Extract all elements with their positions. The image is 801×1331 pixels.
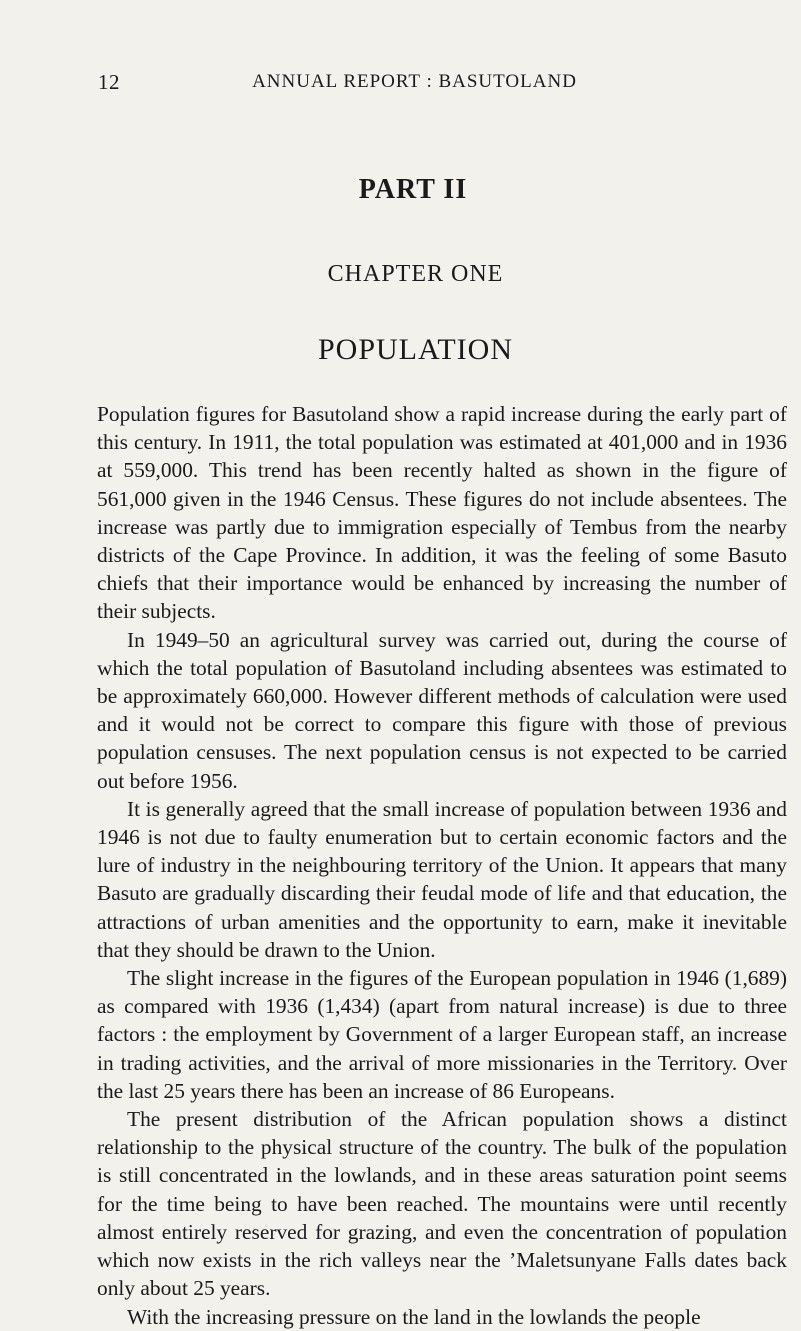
page-number: 12 (98, 70, 120, 94)
paragraph: In 1949–50 an agricultural survey was carried out, during the course of which the total population of Basutoland including absentees was estimated to be approximately 660,000. However different methods of calculation were used and it would not be correct to compare this figure with those of previous population censuses. The next population census is not expected to be carried out before 1956. (97, 627, 787, 793)
running-header-title: ANNUAL REPORT : BASUTOLAND (252, 71, 577, 92)
paragraph: The present distribution of the African population shows a distinct relationship to the physical structure of the country. The bulk of the population is still concentrated in the lowlands, and in these areas saturation point seems for the time being to have been reached. The mountains were until recently almost entirely reserved for grazing, and even the concentration of population which now exists in the rich valleys near the ’Maletsunyane Falls dates back only about 25 years. (97, 1107, 787, 1301)
chapter-title: CHAPTER ONE (327, 261, 504, 287)
paragraph: It is generally agreed that the small increase of population between 1936 and 1946 is not due to faulty enumeration but to certain economic factors and the lure of industry in the neighbouring territory of the Union. It appears that many Basuto are gradually discarding their feudal mode of life and that education, the attractions of urban amenities and the opportunity to earn, make it inevitable that they should be drawn to the Union. (97, 796, 787, 962)
part-title: PART II (358, 174, 468, 205)
section-title: POPULATION (317, 333, 513, 366)
paragraph: Population figures for Basutoland show a rapid increase during the early part of this century. In 1911, the total population was estimated at 401,000 and in 1936 at 559,000. This trend has been recently halted as shown in the figure of 561,000 given in the 1946 Census. These figures do not include absentees. The increase was partly due to immigration especially of Tembus from the nearby districts of the Cape Province. In addition, it was the feeling of some Basuto chiefs that their importance would be enhanced by increasing the number of their subjects. (97, 402, 787, 624)
paragraph: The slight increase in the figures of the European population in 1946 (1,689) as compared with 1936 (1,434) (apart from natural increase) is due to three factors : the employment by Government of a larger European staff, an increase in trading activities, and the arrival of more missionaries in the Territory. Over the last 25 years there has been an increase of 86 Europeans. (97, 966, 787, 1103)
running-header (0, 70, 801, 100)
paragraph: With the increasing pressure on the land in the lowlands the people (127, 1304, 701, 1329)
body-text (97, 400, 787, 1331)
